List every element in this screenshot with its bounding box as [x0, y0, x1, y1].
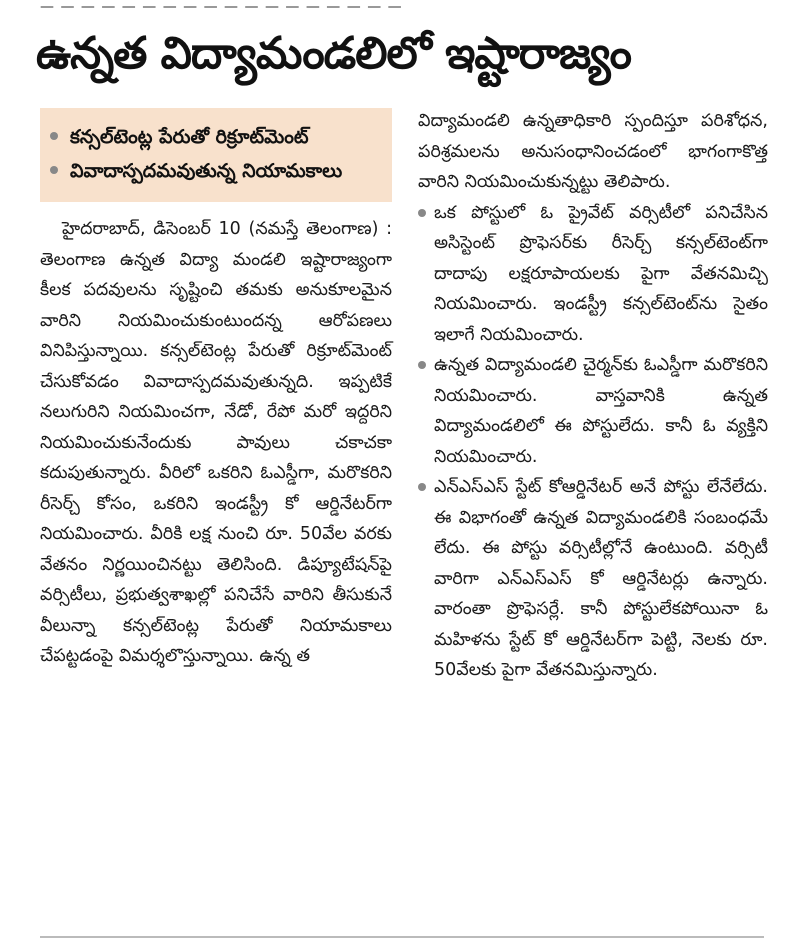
- list-item: [418, 472, 768, 686]
- list-item-text: ఉన్నత విద్యామండలి చైర్మన్‌కు ఓఎస్డీగా మరొకరిని నియమించారు. వాస్తవానికి ఉన్నత విద్యామండలిలో ఈ పోస్టులేదు. కానీ ఓ వ్యక్తిని నియమించారు.: [434, 355, 768, 467]
- highlight-item: [50, 120, 384, 154]
- article-body-right-intro: విద్యామండలి ఉన్నతాధికారి స్పందిస్తూ పరిశోధన, పరిశ్రమలను అనుసంధానించడంలో భాగంగాకొత్త వారిని నియమించుకున్నట్టు తెలిపారు.: [418, 111, 768, 192]
- list-item-text: ఒక పోస్టులో ఓ ప్రైవేట్ వర్సిటీలో పనిచేసిన అసిస్టెంట్ ప్రొఫెసర్‌కు రీసెర్చ్ కన్సల్‌టెంట్‌గా దాదాపు లక్షరూపాయలకు పైగా వేతనమిచ్చి నియమించారు. ఇండస్ట్రీ కన్సల్‌టెంట్‌ను సైతం ఇలాగే నియమించారు.: [434, 202, 768, 345]
- bullet-icon: [418, 361, 426, 369]
- bullet-icon: [418, 209, 426, 217]
- bullet-icon: [50, 166, 58, 174]
- headline: ఉన్నత విద్యామండలిలో ఇష్టారాజ్యం: [36, 28, 631, 79]
- bullet-icon: [50, 132, 58, 140]
- right-column: [418, 106, 768, 686]
- bottom-divider: [40, 936, 764, 938]
- highlight-item: [50, 154, 384, 188]
- list-item: [418, 350, 768, 472]
- highlight-text: వివాదాస్పదమవుతున్న నియామకాలు: [70, 160, 343, 182]
- list-item: [418, 198, 768, 351]
- highlight-text: కన్సల్‌టెంట్ల పేరుతో రిక్రూట్‌మెంట్: [70, 126, 309, 148]
- left-column: [40, 108, 392, 672]
- article-body-left: హైదరాబాద్, డిసెంబర్ 10 (నమస్తే తెలంగాణ) : తెలంగాణ ఉన్నత విద్యా మండలి ఇష్టారాజ్యంగా కీలక పదవులను సృష్టించి తమకు అనుకూలమైన వారిని నియమించుకుంటుందన్న ఆరోపణలు వినిపిస్తున్నాయి. కన్సల్‌టెంట్ల పేరుతో రిక్రూట్‌మెంట్ చేసుకోవడం వివాదాస్పదమవుతున్నది. ఇప్పటికే నలుగురిని నియమించగా, నేడో, రేపో మరో ఇద్దరిని నియమించుకునేందుకు పావులు చకాచకా కదుపుతున్నారు. వీరిలో ఒకరిని ఓఎస్డీగా, మరొకరిని రీసెర్చ్ కోసం, ఒకరిని ఇండస్ట్రీ కో ఆర్డినేటర్‌గా నియమించారు. వీరికి లక్ష నుంచి రూ. 50వేల వరకు వేతనం నిర్ణయించినట్టు తెలిసింది. డిప్యూటేషన్‌పై వర్సిటీలు, ప్రభుత్వశాఖల్లో పనిచేసే వారిని తీసుకునే వీలున్నా కన్సల్‌టెంట్ల పేరుతో నియామకాలు చేపట్టడంపై విమర్శలొస్తున్నాయి. ఉన్న త: [40, 219, 392, 666]
- bullet-icon: [418, 483, 426, 491]
- highlight-box: [40, 108, 392, 202]
- list-item-text: ఎన్‌ఎస్‌ఎస్ స్టేట్ కోఆర్డినేటర్ అనే పోస్టు లేనేలేదు. ఈ విభాగంతో ఉన్నత విద్యామండలికి సంబంధమే లేదు. ఈ పోస్టు వర్సిటీల్లోనే ఉంటుంది. వర్సిటీ వారిగా ఎన్‌ఎస్‌ఎస్ కో ఆర్డినేటర్లు ఉన్నారు. వారంతా ప్రొఫెసర్లే. కానీ పోస్టులేకపోయినా ఓ మహిళను స్టేట్ కో ఆర్డినేటర్‌గా పెట్టి, నెలకు రూ. 50వేలకు పైగా వేతనమిస్తున్నారు.: [434, 477, 768, 680]
- previous-article-fragment: — — — — — — — — — — — — — — — — — —: [40, 0, 403, 14]
